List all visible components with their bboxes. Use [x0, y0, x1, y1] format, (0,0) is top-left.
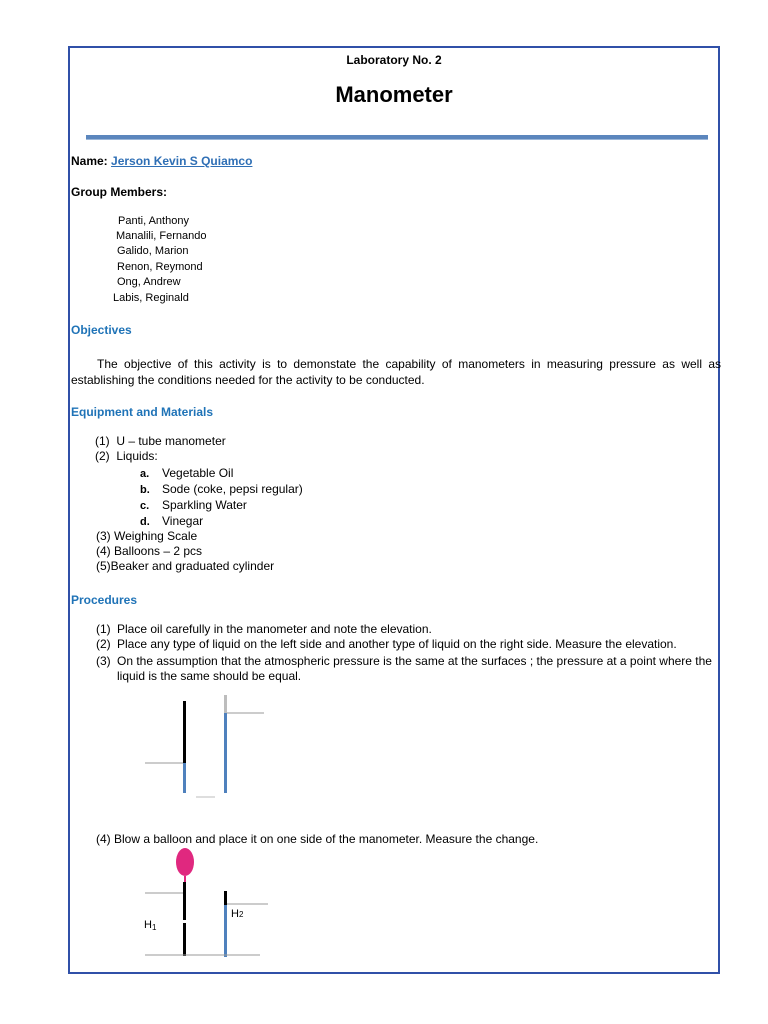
liquid-item	[140, 466, 233, 480]
manometer-diagram-1	[140, 695, 280, 805]
equipment-item: (5)Beaker and graduated cylinder	[96, 559, 275, 573]
liquid-text: Vinegar	[162, 514, 204, 528]
liquid-letter: d.	[140, 516, 150, 528]
liquid-item	[140, 482, 303, 496]
liquid-letter: a.	[140, 468, 150, 480]
equipment-heading: Equipment and Materials	[71, 405, 214, 419]
left-tube	[183, 701, 186, 763]
step-text: Place any type of liquid on the left side and another type of liquid on the right side. Measure the elevation.	[117, 637, 677, 651]
left-fluid-column	[183, 763, 186, 793]
right-tube	[224, 891, 227, 905]
h1-label: H1	[144, 919, 157, 932]
liquid-text: Sparkling Water	[162, 498, 247, 512]
liquid-letter: b.	[140, 484, 150, 496]
lab-report-page	[68, 46, 720, 974]
member-item: Panti, Anthony	[118, 215, 189, 227]
member-item: Manalili, Fernando	[116, 230, 207, 242]
liquid-letter: c.	[140, 500, 150, 512]
group-members-label: Group Members:	[71, 185, 168, 199]
title-divider	[86, 135, 708, 140]
left-tube-lower	[183, 923, 186, 956]
member-item: Labis, Reginald	[113, 292, 189, 304]
liquid-item	[140, 498, 247, 512]
lab-number: Laboratory No. 2	[346, 53, 442, 67]
liquid-text: Vegetable Oil	[162, 466, 234, 480]
item-number: (1)	[95, 434, 110, 448]
student-name	[71, 154, 252, 168]
equipment-item: (4) Balloons – 2 pcs	[96, 544, 203, 558]
name-value[interactable]: Jerson Kevin S Quiamco	[111, 154, 253, 168]
member-item: Galido, Marion	[117, 245, 189, 257]
procedure-step-4: (4) Blow a balloon and place it on one side of the manometer. Measure the change.	[96, 832, 539, 846]
step-number: (3)	[96, 654, 111, 668]
procedure-step	[70, 654, 720, 684]
member-item: Renon, Reymond	[117, 261, 203, 273]
right-tube-top	[224, 695, 227, 713]
objectives-heading: Objectives	[71, 323, 132, 337]
equipment-item: (3) Weighing Scale	[96, 529, 198, 543]
right-fluid-column	[224, 905, 227, 957]
equipment-item	[95, 449, 158, 463]
equipment-item	[95, 434, 226, 448]
page-title: Manometer	[335, 82, 453, 107]
step-text: Place oil carefully in the manometer and note the elevation.	[117, 622, 432, 636]
step-number: (1)	[96, 622, 111, 636]
balloon-neck	[184, 876, 186, 882]
step-number: (2)	[96, 637, 111, 651]
manometer-diagram-2	[140, 845, 280, 965]
balloon-icon	[176, 848, 194, 876]
procedures-heading: Procedures	[71, 593, 138, 607]
liquid-text: Sode (coke, pepsi regular)	[162, 482, 303, 496]
item-text: Liquids:	[116, 449, 158, 463]
right-fluid-column	[224, 713, 227, 793]
member-item: Ong, Andrew	[117, 276, 181, 288]
item-number: (2)	[95, 449, 110, 463]
objectives-text: The objective of this activity is to demonstate the capability of manometers in measuring pressure as well as establishing the conditions needed for the activity to be conducted.	[71, 357, 721, 387]
name-label: Name:	[71, 154, 108, 168]
liquid-item	[140, 514, 203, 528]
item-text: U – tube manometer	[116, 434, 226, 448]
step-text: On the assumption that the atmospheric pressure is the same at the surfaces ; the pressure at a point where the liquid is the same should be equal.	[117, 654, 712, 683]
procedure-step	[70, 637, 720, 652]
procedure-step	[70, 622, 720, 637]
h2-label: H2	[231, 908, 244, 920]
left-tube	[183, 882, 186, 920]
